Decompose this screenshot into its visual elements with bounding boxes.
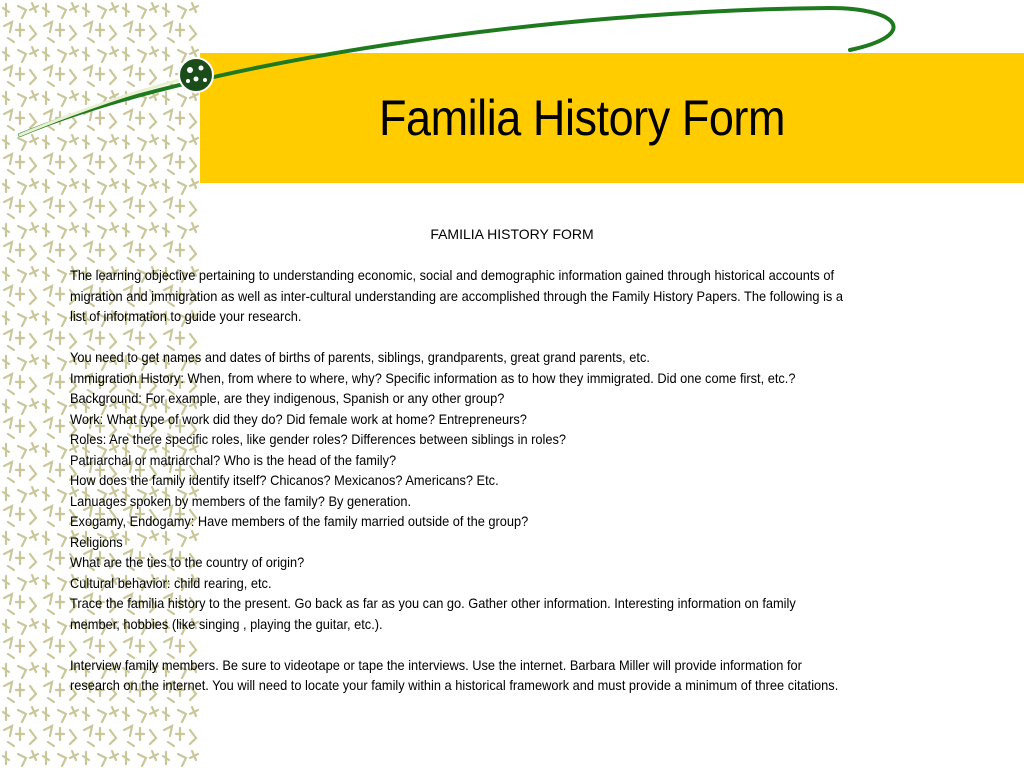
list-item: Immigration History: When, from where to where, why? Specific information as to how they immigrated. Did one come first, etc.? — [70, 369, 796, 386]
list-item: You need to get names and dates of births of parents, siblings, grandparents, great grand parents, etc. — [70, 349, 650, 365]
list-item: Patriarchal or matriarchal? Who is the head of the family? — [70, 451, 397, 468]
list-item: Background: For example, are they indigenous, Spanish or any other group? — [70, 390, 505, 406]
intro-paragraph — [70, 265, 950, 327]
list-item: member, hobbies (like singing , playing the guitar, etc.). — [70, 615, 383, 632]
list-item: Trace the familia history to the present. Go back as far as you can go. Gather other information. Interesting information on family — [70, 595, 796, 611]
body-text — [70, 224, 950, 696]
form-heading: FAMILIA HISTORY FORM — [430, 226, 594, 242]
list-item: What are the ties to the country of origin? — [70, 554, 305, 570]
closing-paragraph — [70, 655, 950, 696]
list-item: Cultural behavior: child rearing, etc. — [70, 574, 272, 591]
text-line: research on the internet. You will need to locate your family within a historical framework and must provide a minimum of three citations. — [70, 677, 839, 693]
text-line: The learning objective pertaining to understanding economic, social and demographic information gained through historical accounts of — [70, 267, 835, 283]
slide-title: Familia History Form — [378, 90, 786, 146]
text-line: migration and immigration as well as inter-cultural understanding are accomplished through the Family History Papers. The following is a — [70, 287, 844, 304]
list-item: How does the family identify itself? Chicanos? Mexicanos? Americans? Etc. — [70, 472, 499, 488]
list-item: Religions — [70, 533, 123, 550]
info-list — [70, 347, 950, 634]
text-line: Interview family members. Be sure to videotape or tape the interviews. Use the internet. Barbara Miller will provide information for — [70, 656, 802, 673]
list-item: Roles: Are there specific roles, like gender roles? Differences between siblings in roles? — [70, 431, 567, 447]
list-item: Exogamy, Endogamy: Have members of the family married outside of the group? — [70, 513, 529, 529]
list-item: Work: What type of work did they do? Did female work at home? Entrepreneurs? — [70, 410, 527, 427]
text-line: list of information to guide your research. — [70, 308, 302, 324]
list-item: Lanuages spoken by members of the family? By generation. — [70, 492, 412, 509]
